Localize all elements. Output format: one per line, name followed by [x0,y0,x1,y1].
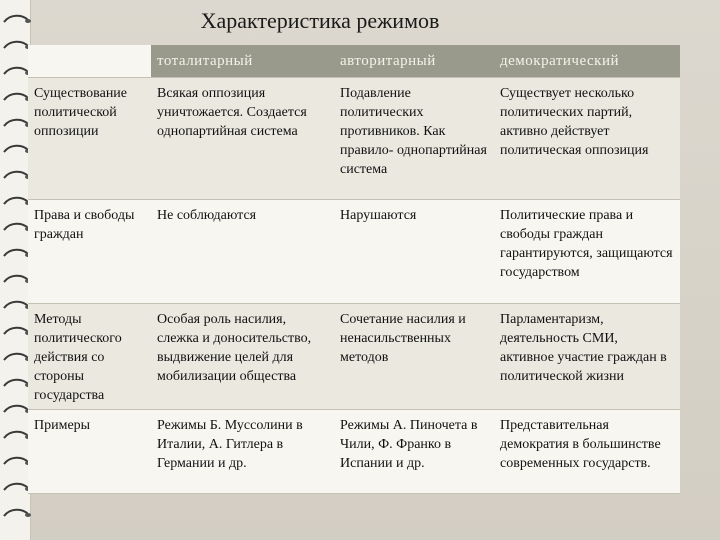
spiral-ring-icon [4,120,31,127]
header-cell-empty [28,45,151,78]
spiral-ring-icon [4,510,31,517]
spiral-ring-icon [4,406,31,413]
regimes-table [28,45,680,494]
spiral-ring-icon [4,146,31,153]
regimes-table-container [28,45,680,494]
spiral-ring-icon [4,432,31,439]
table-cell: Политические права и свободы граждан гарантируются, защищаются государством [494,200,680,304]
table-cell: Парламентаризм, деятельность СМИ, активное участие граждан в политической жизни [494,304,680,410]
table-cell: Сочетание насилия и ненасильственных методов [334,304,494,410]
row-label: Существование политической оппозиции [28,78,151,200]
spiral-ring-icon [4,198,31,205]
spiral-ring-icon [4,250,31,257]
spiral-ring-icon [4,94,31,101]
table-cell: Нарушаются [334,200,494,304]
table-cell: Всякая оппозиция уничтожается. Создается однопартийная система [151,78,334,200]
spiral-ring-icon [4,302,31,309]
table-cell: Подавление политических противников. Как правило- однопартийная система [334,78,494,200]
header-cell-democratic: демократический [494,45,680,78]
row-label: Права и свободы граждан [28,200,151,304]
spiral-ring-icon [4,172,31,179]
header-cell-totalitarian: тоталитарный [151,45,334,78]
table-cell: Не соблюдаются [151,200,334,304]
table-cell: Особая роль насилия, слежка и доносительство, выдвижение целей для мобилизации общества [151,304,334,410]
table-row [28,410,680,494]
page-title: Характеристика режимов [200,8,440,33]
spiral-ring-icon [4,354,31,361]
table-cell: Существует несколько политических партий, активно действует политическая оппозиция [494,78,680,200]
spiral-ring-icon [4,224,31,231]
table-cell: Режимы А. Пиночета в Чили, Ф. Франко в Испании и др. [334,410,494,494]
spiral-ring-icon [4,484,31,491]
table-cell: Представительная демократия в большинстве современных государств. [494,410,680,494]
spiral-ring-icon [4,328,31,335]
table-cell: Режимы Б. Муссолини в Италии, А. Гитлера в Германии и др. [151,410,334,494]
table-row [28,78,680,200]
spiral-ring-icon [4,276,31,283]
spiral-ring-icon [4,458,31,465]
table-row [28,304,680,410]
header-cell-authoritarian: авторитарный [334,45,494,78]
row-label: Методы политического действия со стороны государства [28,304,151,410]
spiral-ring-icon [4,380,31,387]
row-label: Примеры [28,410,151,494]
spiral-ring-icon [4,42,31,49]
table-row [28,200,680,304]
table-header-row [28,45,680,78]
spiral-ring-icon [4,68,31,75]
